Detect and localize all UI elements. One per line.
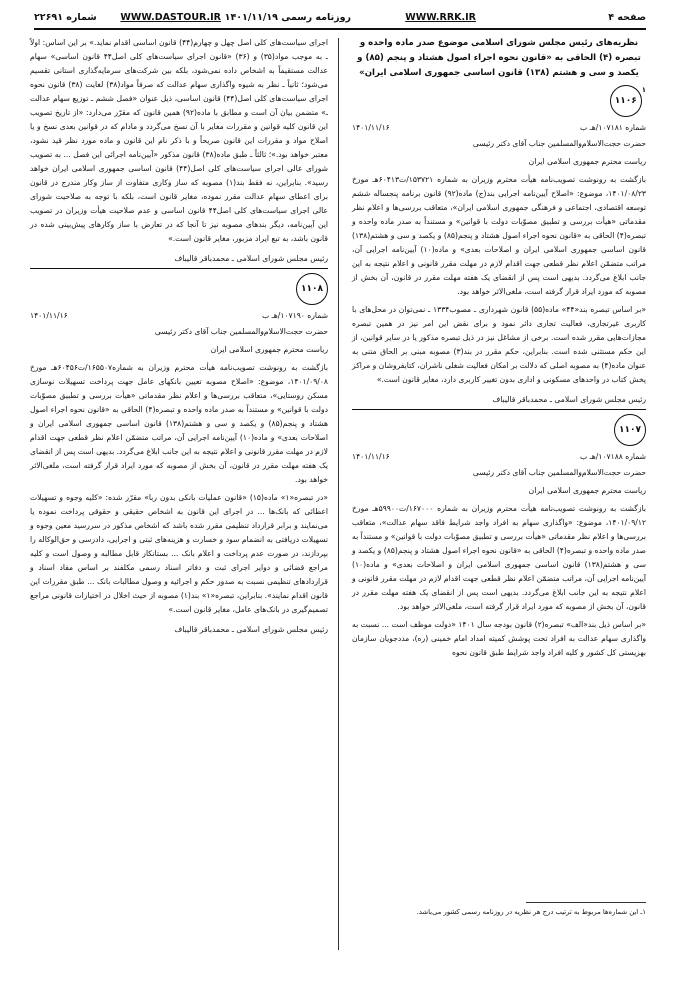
addressee: حضرت حجت‌الاسلام‌والمسلمین جناب آقای دکتر رئیسی [154,327,328,336]
letter-date: ۱۴۰۱/۱۱/۱۶ [30,311,68,320]
letter-opinion: «در تبصره«۱» ماده(۱۵) «قانون عملیات بانکی بدون ربا» مقرّر شده: «کلیه وجوه و تسهیلات اعطائی که بانک‌ها ... در اجرای این قانون به اشخاص حقیقی و حقوقی پرداخت نموده یا می‌نمایند و برابر قرارداد تنظیمی مقرر شده باشد که اشخاص مذکور در سررسید معین وجوه و تسهیلات دریافتی به انضمام سود و خسارت و هزینه‌های ثبتی و اجرایی، دادرسی و حق‌الوکاله را بپردازند، در صورت عدم پرداخت و اعلام بانک ... بستانکار قابل مطالبه و وصول است و کلیه مراجع قضائی و دوایر اجرای ثبت و دفاتر اسناد رسمی مکلفند بر اساس مفاد اسناد و قراردادهای تنظیمی نسبت به صدور حکم و اجرائیه و وصول مطالبات بانک ... طبق مقررات این قانون اقدام نمایند». بنابراین، تبصره«۱» بند(۱) مصوبه از حیث اخلال در اختیارات قانونی مراجع تصمیم‌گیری در بانک‌های عامل، مغایر قانون است.» [30,493,328,614]
addressee-title: ریاست محترم جمهوری اسلامی ایران [528,486,646,495]
left-column [30,36,328,639]
separator [30,268,328,269]
addressee-title: ریاست محترم جمهوری اسلامی ایران [210,345,328,354]
section-title: نظریه‌های رئیس مجلس شورای اسلامی موضوع صدر ماده واحده و تبصره (۴) الحاقی به «قانون نحوه اجراء اصول هشتاد و پنجم (۸۵) و یکصد و سی و هشتم (۱۳۸) قانون اساسی جمهوری اسلامی ایران» [357,38,641,78]
opinion-badge-1107: ۱۱۰۷ [614,414,646,446]
separator [352,409,646,410]
issue-number: شماره ۲۲۶۹۱ [34,12,97,23]
gazette-date: روزنامه رسمی ۱۴۰۱/۱۱/۱۹ [224,12,351,23]
letter-date: ۱۴۰۱/۱۱/۱۶ [352,123,390,132]
letter-number: شماره ۱۰۷۱۸۱/هـ ب [580,123,646,132]
signature: رئیس مجلس شورای اسلامی ـ محمدباقر قالیباف [492,395,646,404]
continued-opinion: اجرای سیاست‌های کلی اصل چهل و چهارم(۴۴) قانون اساسی اقدام نماید.» بر این اساس: اولاً ـ به موجب مواد(۳۵) و (۳۶) «قانون اجرای سیاست‌های کلی اصل۴۴ قانون اساسی» سهام عدالت مستقیماً به اشخاص داده نمی‌شود، بلکه بین شرکت‌های سرمایه‌گذاری استانی تقسیم می‌شود؛ ثانیاً ـ نظر به شیوه واگذاری سهام عدالت که صرفاً مواد(۳۸) لغایت (۳۸) قانون نحوه اجرای سیاست‌های کلی اصل(۴۴) قانون اساسی، ذیل عنوان «فصل ششم ـ توزیع سهام عدالت ـ» متضمن بیان آن است و مطابق با ماده(۹۲) همین قانون که مقرّر می‌دارد: «از تاریخ تصویب این قانون کلیه قوانین و مقررات مغایر با آن نسخ می‌گردد و مادام که در قوانین بعدی نسخ و یا اصلاح مواد و مقررات این قانون صریحاً و با ذکر نام این قانون و ماده مورد نظر قید نشود، معتبر خواهد بود.»؛ ثالثاً ـ طبق ماده(۳۸) قانون مذکور «آیین‌نامه اجرائی این فصل ... به تصویب شورای عالی اجرای سیاست‌های کلی اصل(۴۴) قانون اساسی جمهوری اسلامی ایران خواهد رسید». بنابراین، نه فقط بند(۱) مصوبه که ساز وکاری متفاوت از ساز وکار مندرج در قانون برای اعطای سهام عدالت مقرر نموده، مغایر قانون است، بلکه با توجه به صلاحیت شورای عالی اجرای سیاست‌های کلی اصل۴۴ قانون اساسی و عدم صلاحیت هیأت وزیران در تصویب این آیین‌نامه، دیگر بندهای مصوبه نیز تا آنجا که در تعارض با ساز وکارهای پیش‌بینی شده در قانون باشد، به تبع ایراد مزبور، مغایر قانون است.» [30,38,329,243]
letter-date: ۱۴۰۱/۱۱/۱۶ [352,452,390,461]
letter-body: بازگشت به رونوشت تصویب‌نامه هیأت محترم وزیران به شماره ۱۶۷۰۰۰/ت۵۹۹۰۰هـ مورخ ۱۴۰۱/۰۹/۱۲، موضوع: «واگذاری سهام به افراد واجد شرایط فاقد سهام عدالت»، متعاقب بررسی‌ها و اعلام نظر مقدماتی «هیأت بررسی و تطبیق مصوّبات دولت با قوانین» و مستنداً به صدر ماده واحده و تبصره(۴) الحاقی به «قانون نحوه اجراء اصول هشتاد و پنجم(۸۵) و یکصد و سی و هشتم(۱۳۸) قانون اساسی جمهوری اسلامی ایران و اصلاحات بعدی» و ماده(۱۰) آیین‌نامه اجرایی آن، مراتب متضمّن اعلام نظر قطعی جهت اقدام لازم در مهلت مقرر قانونی و اعلام نتیجه به این جانب ابلاغ می‌گردد. بدیهی است پس از انقضای یک هفته مهلت مقرر در قانون، آن بخش از مصوبه که مورد ایراد قرار گرفته است، ملغی‌الاثر خواهد بود. [352,504,647,611]
addressee-title: ریاست محترم جمهوری اسلامی ایران [528,157,646,166]
letter-opinion: «بر اساس ذیل بند«الف» تبصره(۲) قانون بودجه سال ۱۴۰۱ «دولت موظف است ... نسبت به واگذاری سهام عدالت به افراد تحت پوشش کمیته امداد امام خمینی (ره)، مددجویان سازمان بهزیستی کل کشور و کلیه افراد واجد شرایط طبق قانون نحوه [352,620,646,657]
signature: رئیس مجلس شورای اسلامی ـ محمدباقر قالیباف [174,254,328,263]
addressee: حضرت حجت‌الاسلام‌والمسلمین جناب آقای دکتر رئیسی [472,139,646,148]
opinion-badge-1106: ۱۱۰۶ [610,85,642,117]
signature: رئیس مجلس شورای اسلامی ـ محمدباقر قالیباف [174,625,328,634]
page-number: صفحه ۴ [608,12,646,23]
addressee: حضرت حجت‌الاسلام‌والمسلمین جناب آقای دکتر رئیسی [472,468,646,477]
column-divider [338,38,339,950]
letter-number: شماره ۱۰۷۱۸۸/هـ ب [580,452,646,461]
letter-body: بازگشت به رونوشت تصویب‌نامه هیأت محترم وزیران به شماره۱۶۵۵۰۷/ت۶۰۴۵۶هـ مورخ ۱۴۰۱/۰۹/۰۸، موضوع: «اصلاح مصوبه تعیین بانکهای عامل جهت پرداخت تسهیلات نوسازی مسکن روستایی»، متعاقب بررسی‌ها و اعلام نظر مقدماتی «هیأت بررسی و تطبیق مصوّبات دولت با قوانین» و مستنداً به صدر ماده واحده و تبصره(۴) الحاقی به «قانون نحوه اجراء اصول هشتاد و پنجم(۸۵) و یکصد و سی و هشتم(۱۳۸) قانون اساسی جمهوری اسلامی ایران و اصلاحات بعدی» و ماده(۱۰) آیین‌نامه اجرایی آن، مراتب متضمّن اعلام نظر قطعی جهت اقدام لازم در مهلت مقرر قانونی و اعلام نتیجه به این جانب ابلاغ می‌گردد. بدیهی است پس از انقضای یک هفته مهلت مقرر در قانون، آن بخش از مصوبه که مورد ایراد قرار گرفته است، ملغی‌الاثر خواهد بود. [30,363,328,484]
footnote-rule [526,902,646,903]
footnote: ۱ـ این شماره‌ها مربوط به ترتیب درج هر نظریه در روزنامه رسمی کشور می‌باشد. [416,908,646,916]
right-column [352,36,646,664]
section-title-block [352,36,646,81]
site-link-dastour[interactable]: WWW.DASTOUR.IR [120,12,221,23]
letter-body: بازگشت به رونوشت تصویب‌نامه هیأت محترم وزیران به شماره ۱۵۳۷۲۱/ت۶۰۴۱۳هـ مورخ ۱۴۰۱/۰۸/۲۳، موضوع: «اصلاح آیین‌نامه اجرایی بند(ج) ماده(۹۲) قانون برنامه پنجساله ششم توسعه اقتصادی، اجتماعی و فرهنگی جمهوری اسلامی ایران»، متعاقب بررسی‌ها و اعلام نظر مقدماتی «هیأت بررسی و تطبیق مصوّبات دولت با قوانین» و مستنداً به صدر ماده واحده و تبصره(۴) الحاقی به «قانون نحوه اجراء اصول هشتاد و پنجم(۸۵) و یکصد و سی و هشتم(۱۳۸) قانون اساسی جمهوری اسلامی ایران و اصلاحات بعدی» و ماده(۱۰) آیین‌نامه اجرایی آن، مراتب متضمّن اعلام نظر قطعی جهت اقدام لازم در مهلت مقرر قانونی و اعلام نتیجه به این جانب ابلاغ می‌گردد. بدیهی است پس از انقضای یک هفته مهلت مقرر در قانون، آن بخش از مصوبه که مورد ایراد قرار گرفته است، ملغی‌الاثر خواهد بود. [352,175,647,296]
letter-number: شماره ۱۰۷۱۹۰/هـ ب [262,311,328,320]
letter-meta-2 [352,450,646,464]
page-header [34,10,646,30]
footnote-mark: ۱ [641,86,646,94]
site-link-rrk[interactable]: WWW.RRK.IR [405,12,476,23]
letter-meta-3 [30,309,328,323]
letter-meta-1 [352,121,646,135]
letter-opinion: «بر اساس تبصره بند«۴۴» ماده(۵۵) قانون شهرداری ـ مصوب۱۳۳۴ ـ نمی‌توان در محل‌های با کاربری غیرتجاری، فعالیت تجاری دائر نمود و برای نقض این امر نیز در همین تبصره مجازات‌هایی مقرر شده است. برخی از مشاغل نیز در ذیل تبصره مذکور یا در سایر قوانین، از این حکم مستثنی شده است. بنابراین، حکم مقرر در بند(۳) مصوبه مبنی بر الحاق متنی به عنوان ماده(۴) به مصوبه اصلی که دلالت بر امکان فعالیت شغلی ناشران، کتابفروشان و مراکز پخش کتاب در واحدهای مسکونی و اداری بدون تغییر کاربری دارد، مغایر قانون است.» [352,305,647,384]
opinion-badge-1108: ۱۱۰۸ [296,273,328,305]
